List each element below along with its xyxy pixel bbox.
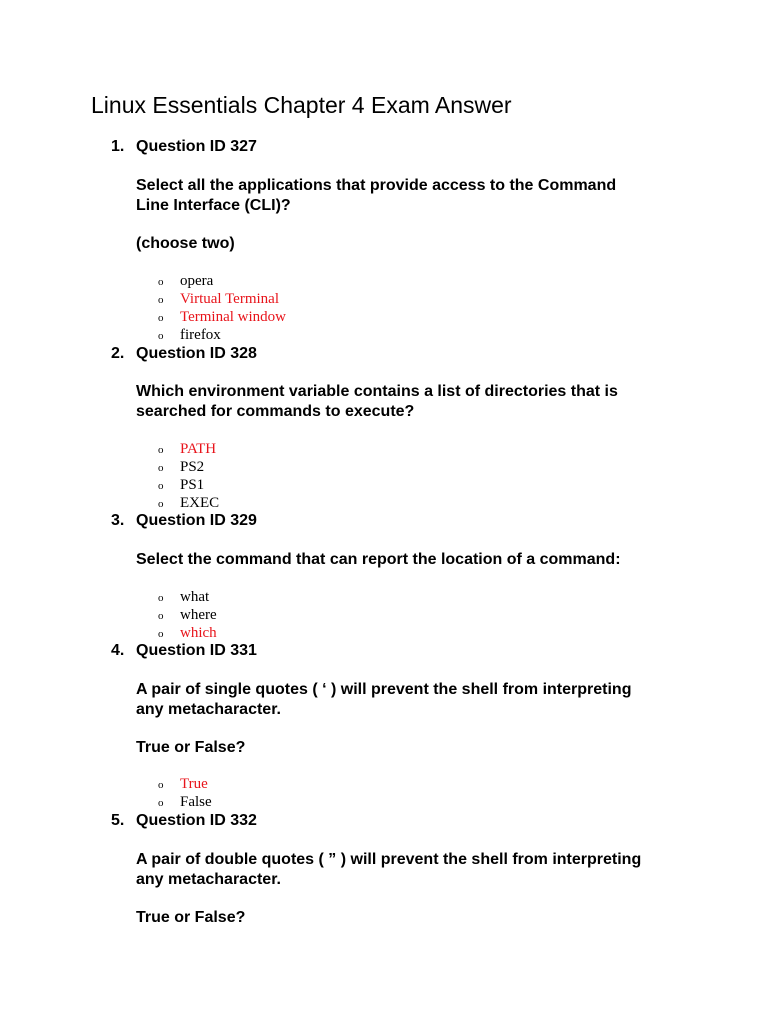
bullet-icon: o	[158, 480, 164, 492]
bullet-icon: o	[158, 498, 164, 510]
question-id: Question ID 327	[136, 138, 257, 155]
answer-option-label: EXEC	[180, 495, 220, 511]
answer-option	[158, 494, 219, 512]
answer-options	[158, 440, 219, 512]
answer-option-label: where	[180, 607, 217, 623]
question-id: Question ID 329	[136, 512, 257, 529]
answer-options	[158, 775, 212, 811]
question-text-line: A pair of double quotes ( ” ) will prevent the shell from interpreting	[136, 851, 642, 868]
question-heading	[111, 511, 257, 531]
answer-option-correct	[158, 308, 286, 326]
bullet-icon: o	[158, 444, 164, 456]
answer-option-correct	[158, 624, 217, 642]
bullet-icon: o	[158, 462, 164, 474]
question-note: True or False?	[136, 909, 246, 926]
answer-option	[158, 793, 212, 811]
answer-options	[158, 272, 286, 344]
answer-option-label: False	[180, 794, 212, 810]
answer-option-label: firefox	[180, 327, 221, 343]
question-note: True or False?	[136, 739, 246, 756]
question-id: Question ID 331	[136, 642, 257, 659]
question-text-line: A pair of single quotes ( ‘ ) will prevent the shell from interpreting	[136, 681, 632, 698]
answer-option-label: which	[180, 625, 217, 641]
answer-option	[158, 606, 217, 624]
question-note: (choose two)	[136, 235, 235, 252]
question-text-line: Which environment variable contains a list of directories that is	[136, 383, 618, 400]
question-id: Question ID 332	[136, 812, 257, 829]
answer-option-label: True	[180, 776, 208, 792]
answer-option-label: PATH	[180, 441, 217, 457]
answer-option-label: what	[180, 589, 210, 605]
question-text-line: Line Interface (CLI)?	[136, 197, 291, 214]
bullet-icon: o	[158, 779, 164, 791]
question-number: 5.	[111, 812, 125, 829]
answer-option	[158, 458, 219, 476]
question-heading	[111, 641, 257, 661]
question-heading	[111, 344, 257, 364]
question-text-line: Select all the applications that provide access to the Command	[136, 177, 617, 194]
bullet-icon: o	[158, 312, 164, 324]
answer-option-correct	[158, 290, 286, 308]
question-id: Question ID 328	[136, 345, 257, 362]
question-number: 3.	[111, 512, 125, 529]
question-number: 4.	[111, 642, 125, 659]
question-heading	[111, 811, 257, 831]
bullet-icon: o	[158, 610, 164, 622]
question-text-line: Select the command that can report the location of a command:	[136, 551, 621, 568]
answer-option-label: Terminal window	[180, 309, 287, 325]
answer-option	[158, 476, 219, 494]
answer-options	[158, 588, 217, 642]
answer-option-label: opera	[180, 273, 214, 289]
answer-option-label: PS2	[180, 459, 205, 475]
question-number: 2.	[111, 345, 125, 362]
question-text-line: searched for commands to execute?	[136, 403, 415, 420]
bullet-icon: o	[158, 330, 164, 342]
bullet-icon: o	[158, 797, 164, 809]
question-number: 1.	[111, 138, 125, 155]
bullet-icon: o	[158, 628, 164, 640]
bullet-icon: o	[158, 294, 164, 306]
bullet-icon: o	[158, 592, 164, 604]
answer-option-label: Virtual Terminal	[180, 291, 279, 307]
question-heading	[111, 137, 257, 157]
question-text-line: any metacharacter.	[136, 701, 281, 718]
answer-option-label: PS1	[180, 477, 205, 493]
answer-option-correct	[158, 775, 212, 793]
answer-option	[158, 272, 286, 290]
answer-option	[158, 326, 286, 344]
bullet-icon: o	[158, 276, 164, 288]
question-text-line: any metacharacter.	[136, 871, 281, 888]
document-title: Linux Essentials Chapter 4 Exam Answer	[91, 92, 512, 118]
answer-option	[158, 588, 217, 606]
answer-option-correct	[158, 440, 219, 458]
